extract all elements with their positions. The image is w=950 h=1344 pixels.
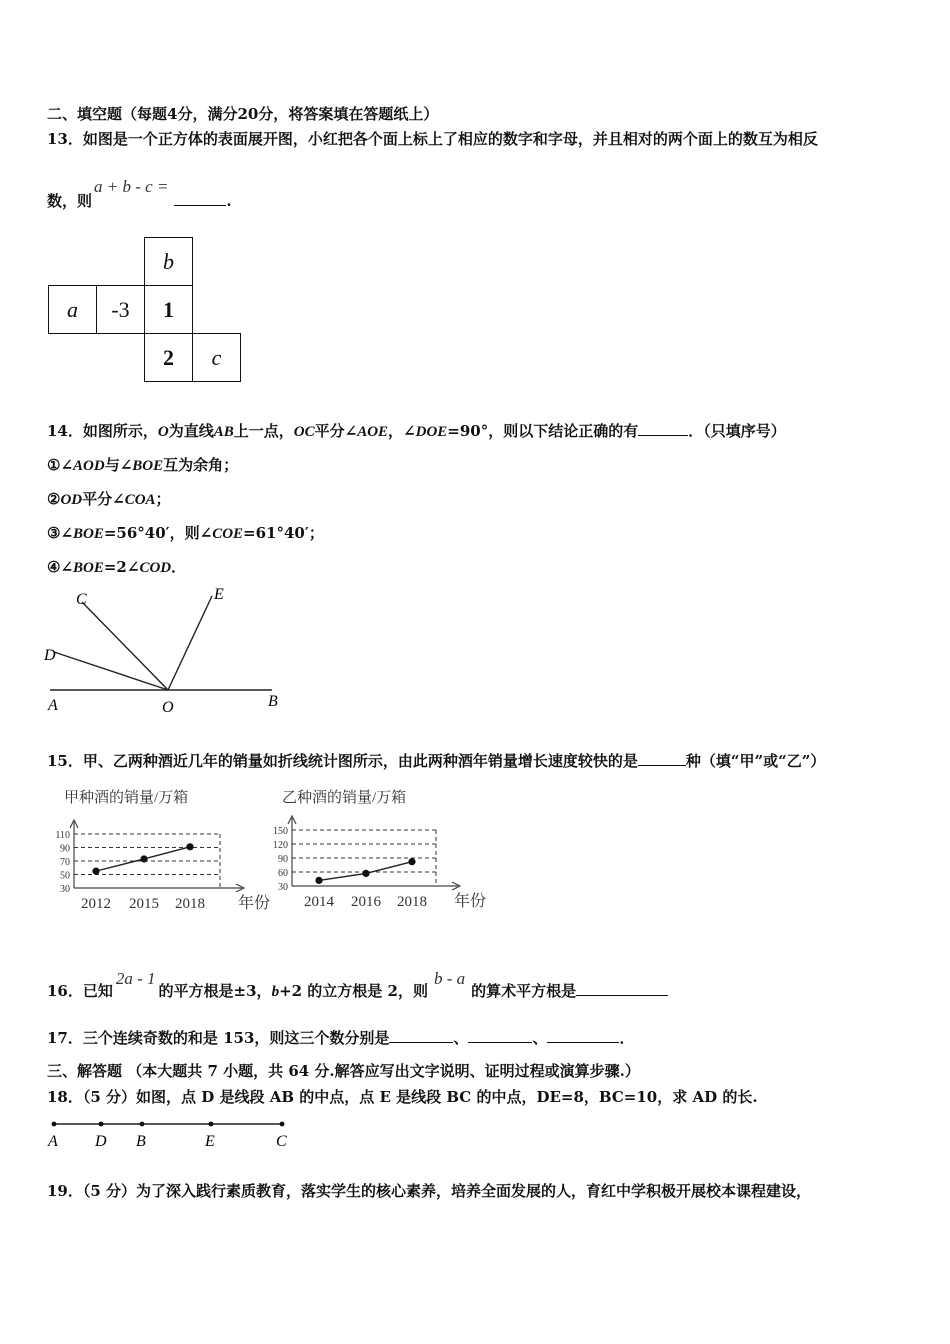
data-point bbox=[140, 855, 147, 862]
q14-stem-part: 14．如图所示， bbox=[47, 422, 158, 440]
opt-part: ④∠ bbox=[47, 558, 74, 576]
q18-text: 18．（5 分）如图，点 D 是线段 AB 的中点，点 E 是线段 BC 的中点，DE=8，BC=10，求 AD 的长. bbox=[47, 1088, 758, 1106]
label-b: B bbox=[268, 693, 278, 710]
q14-stem-part: 为直线 bbox=[168, 422, 214, 440]
data-point bbox=[408, 858, 415, 865]
opt-part: COE bbox=[212, 526, 244, 542]
opt-part: 互为余角； bbox=[163, 456, 239, 474]
q14-stem-part: ．（只填序号） bbox=[688, 422, 786, 440]
q16-expr2: b - a bbox=[433, 969, 466, 988]
q14-stem-part: AB bbox=[213, 424, 234, 440]
point-c bbox=[280, 1122, 285, 1127]
ray-od bbox=[54, 652, 168, 690]
q13-text: 13．如图是一个正方体的表面展开图，小红把各个面上标上了相应的数字和字母，并且相对的两个面上的数互为相反 bbox=[47, 130, 818, 148]
x-tick-label: 2018 bbox=[175, 896, 205, 912]
opt-part: =56°40′，则∠ bbox=[103, 524, 213, 542]
point-b bbox=[140, 1122, 145, 1127]
label-d: D bbox=[95, 1133, 107, 1150]
q17-end: ． bbox=[619, 1029, 635, 1047]
opt-part: COD bbox=[139, 560, 172, 576]
net-cell-c: c bbox=[192, 333, 241, 382]
opt-part: ③∠ bbox=[47, 524, 74, 542]
q14-option-1 bbox=[47, 454, 238, 475]
q14-stem-part: AOE bbox=[357, 424, 389, 440]
point-d bbox=[99, 1122, 104, 1127]
q16-part: +2 的立方根是 2，则 bbox=[279, 982, 428, 1000]
y-tick-label: 120 bbox=[273, 840, 288, 851]
label-o: O bbox=[162, 699, 174, 716]
net-cell-neg3: -3 bbox=[96, 285, 145, 334]
q14-stem-part: =90°，则以下结论正确的有 bbox=[447, 422, 639, 440]
opt-part: ② bbox=[47, 490, 61, 508]
q14-option-4 bbox=[47, 556, 186, 577]
q14-stem-part: 平分∠ bbox=[314, 422, 358, 440]
q17-sep: 、 bbox=[532, 1029, 548, 1047]
q14-stem-part: O bbox=[157, 424, 169, 440]
x-tick-label: 2015 bbox=[129, 896, 159, 912]
q15-text-suffix: 种（填“甲”或“乙”） bbox=[685, 752, 826, 770]
q15-text bbox=[47, 750, 825, 771]
q15-answer-blank bbox=[638, 751, 686, 766]
section-2-heading: 二、填空题（每题4分，满分20分，将答案填在答题纸上） bbox=[47, 105, 439, 123]
q14-option-2 bbox=[47, 488, 171, 509]
label-e: E bbox=[205, 1133, 215, 1150]
q16-part: b bbox=[271, 984, 280, 1000]
opt-part: ①∠ bbox=[47, 456, 74, 474]
q14-stem bbox=[47, 420, 786, 441]
q17-text bbox=[47, 1027, 634, 1048]
label-a: A bbox=[48, 697, 58, 714]
q13-prefix: 数，则 bbox=[47, 192, 93, 210]
q13-answer-blank bbox=[174, 191, 226, 206]
opt-part: COA bbox=[124, 492, 156, 508]
ray-oe bbox=[168, 596, 212, 690]
opt-part: BOE bbox=[132, 458, 164, 474]
label-c: C bbox=[276, 1133, 287, 1150]
opt-part: BOE bbox=[73, 560, 104, 576]
q17-blank-3 bbox=[547, 1028, 619, 1043]
label-c: C bbox=[76, 591, 87, 608]
q16-answer-blank bbox=[576, 981, 668, 996]
q14-option-3 bbox=[47, 522, 324, 543]
opt-part: ． bbox=[171, 558, 187, 576]
q16-part: 16．已知 bbox=[47, 982, 113, 1000]
y-tick-label: 50 bbox=[60, 870, 70, 882]
q16-part: 的平方根是±3， bbox=[158, 982, 272, 1000]
chart-title: 乙种酒的销量/万箱 bbox=[282, 790, 407, 806]
q14-stem-part: DOE bbox=[415, 424, 448, 440]
opt-part: ； bbox=[155, 490, 171, 508]
q14-stem-part: ，∠ bbox=[388, 422, 416, 440]
data-point bbox=[315, 877, 322, 884]
data-point bbox=[362, 870, 369, 877]
data-point bbox=[92, 868, 99, 875]
y-tick-label: 90 bbox=[60, 843, 70, 855]
chart-title: 甲种酒的销量/万箱 bbox=[64, 790, 189, 806]
q16-expr1: 2a - 1 bbox=[115, 969, 156, 988]
label-e: E bbox=[214, 586, 224, 603]
chart-yi bbox=[262, 784, 490, 914]
q13-suffix: . bbox=[226, 192, 232, 210]
y-tick-label: 150 bbox=[273, 826, 288, 837]
x-axis-label: 年份 bbox=[238, 895, 271, 912]
q16-text bbox=[47, 969, 668, 1001]
point-a bbox=[52, 1122, 57, 1127]
q14-stem-part: OC bbox=[293, 424, 315, 440]
net-cell-2: 2 bbox=[144, 333, 193, 382]
label-d: D bbox=[44, 647, 56, 664]
x-tick-label: 2014 bbox=[304, 894, 334, 910]
q15-text-main: 15．甲、乙两种酒近几年的销量如折线统计图所示，由此两种酒年销量增长速度较快的是 bbox=[47, 752, 638, 770]
label-a: A bbox=[48, 1133, 58, 1150]
segment-diagram bbox=[44, 1114, 304, 1154]
y-tick-label: 30 bbox=[60, 884, 70, 895]
q17-main: 17．三个连续奇数的和是 153，则这三个数分别是 bbox=[47, 1029, 390, 1047]
opt-part: OD bbox=[60, 492, 83, 508]
y-tick-label: 90 bbox=[278, 854, 288, 865]
opt-part: =61°40′； bbox=[243, 524, 324, 542]
q17-blank-2 bbox=[468, 1028, 532, 1043]
net-cell-b: b bbox=[144, 237, 193, 286]
opt-part: 与∠ bbox=[104, 456, 133, 474]
x-tick-label: 2012 bbox=[81, 896, 111, 912]
q17-sep: 、 bbox=[453, 1029, 469, 1047]
angle-diagram bbox=[40, 582, 300, 722]
label-b: B bbox=[136, 1133, 146, 1150]
x-tick-label: 2018 bbox=[397, 894, 427, 910]
q14-stem-part: 上一点， bbox=[233, 422, 294, 440]
q19-text: 19．（5 分）为了深入践行素质教育，落实学生的核心素养，培养全面发展的人，育红中学积极开展校本课程建设， bbox=[47, 1182, 812, 1200]
q17-blank-1 bbox=[389, 1028, 453, 1043]
y-tick-label: 70 bbox=[60, 857, 70, 868]
x-tick-label: 2016 bbox=[351, 894, 381, 910]
point-e bbox=[209, 1122, 214, 1127]
q13-line2 bbox=[47, 177, 232, 211]
opt-part: BOE bbox=[73, 526, 104, 542]
y-tick-label: 30 bbox=[278, 882, 288, 893]
opt-part: AOD bbox=[73, 458, 105, 474]
y-tick-label: 60 bbox=[278, 868, 288, 879]
q14-answer-blank bbox=[638, 421, 688, 436]
net-cell-1: 1 bbox=[144, 285, 193, 334]
q16-part: 的算术平方根是 bbox=[471, 982, 577, 1000]
x-axis-label: 年份 bbox=[454, 893, 487, 910]
data-point bbox=[186, 843, 193, 850]
net-cell-a: a bbox=[48, 285, 97, 334]
chart-jia bbox=[38, 784, 271, 914]
ray-oc bbox=[82, 602, 168, 690]
section-3-heading: 三、解答题 （本大题共 7 小题，共 64 分.解答应写出文字说明、证明过程或演算步骤.） bbox=[47, 1062, 640, 1080]
opt-part: 平分∠ bbox=[82, 490, 125, 508]
y-tick-label: 110 bbox=[55, 830, 70, 841]
opt-part: =2∠ bbox=[103, 558, 140, 576]
q13-formula: a + b - c = bbox=[94, 177, 169, 196]
